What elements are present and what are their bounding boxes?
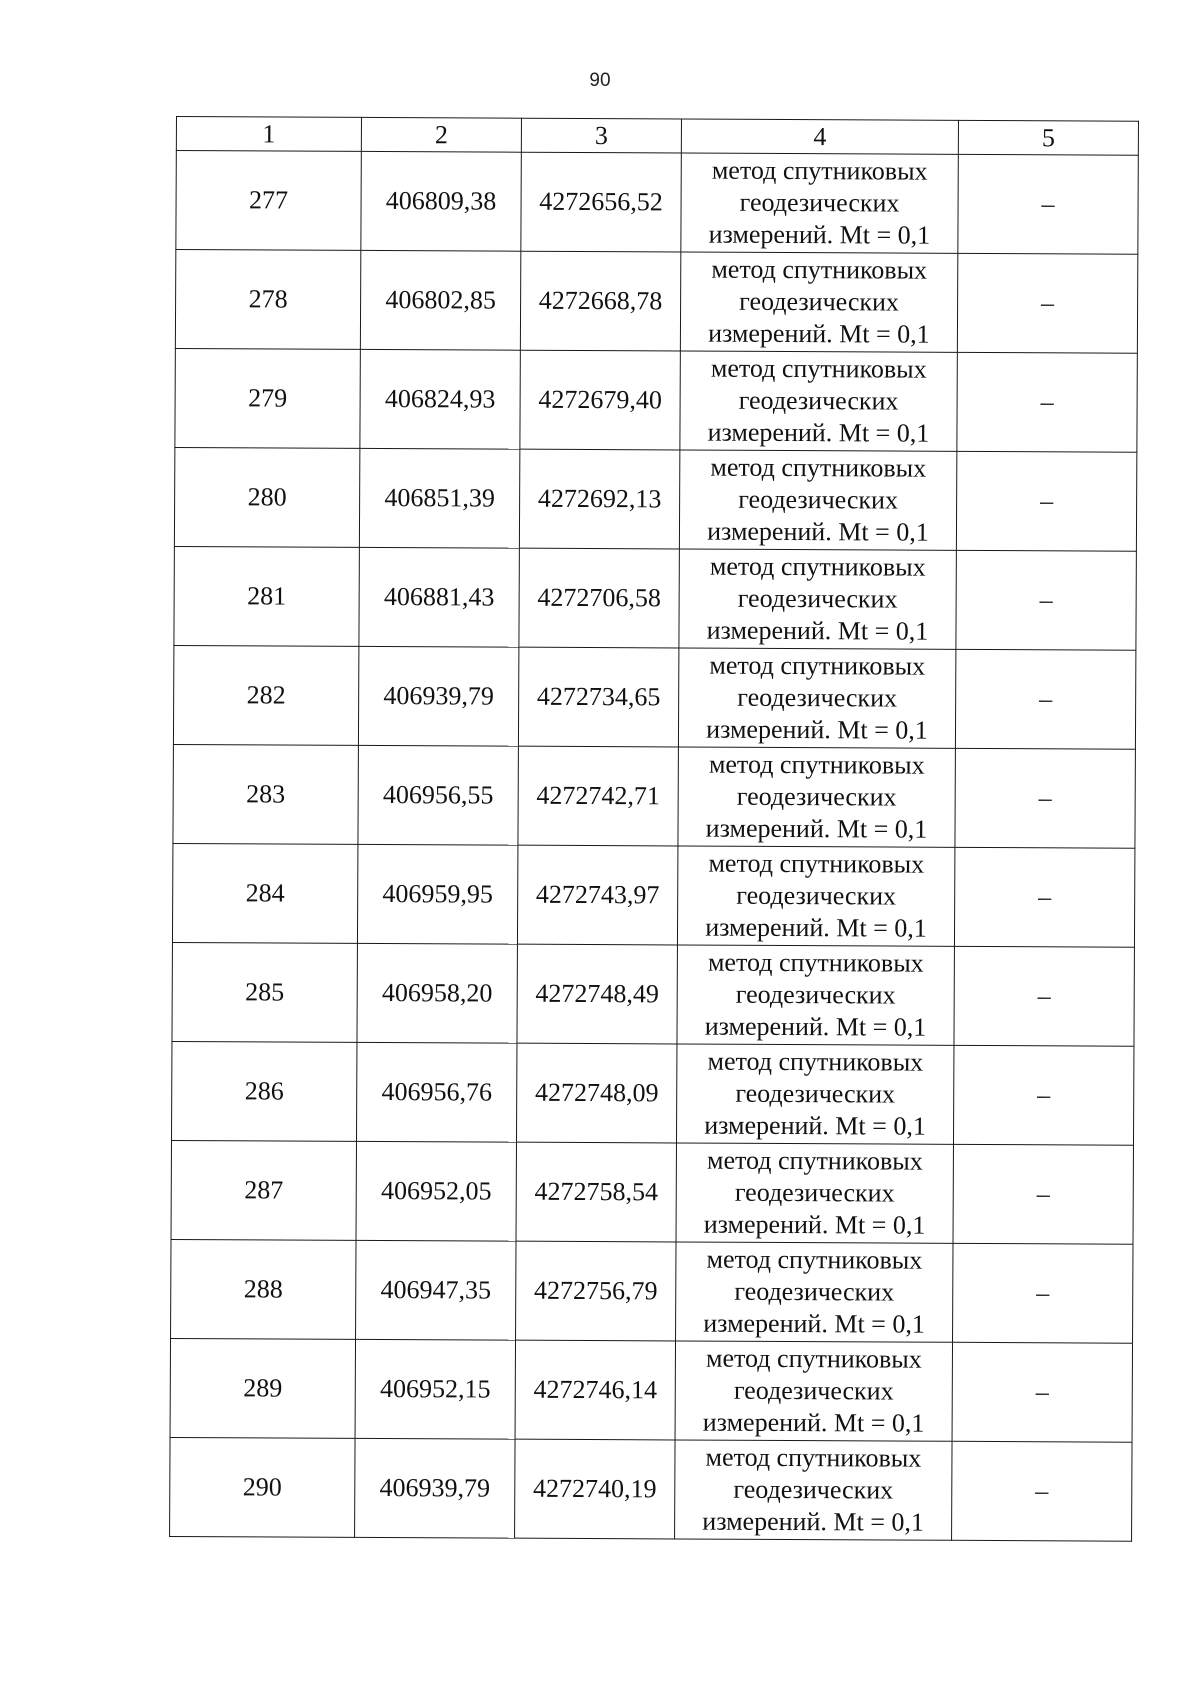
- table-row: [174, 546, 1136, 650]
- method-text-line: метод спутниковых: [709, 650, 926, 681]
- coordinate-x-cell: 406809,38: [361, 151, 521, 251]
- table-row: [171, 1041, 1133, 1145]
- method-text-line: измерений. Mt = 0,1: [703, 1209, 926, 1240]
- method-text-line: геодезических: [735, 1078, 896, 1109]
- method-cell: [681, 153, 958, 253]
- method-text-line: измерений. Mt = 0,1: [707, 516, 929, 547]
- table-body: [170, 151, 1139, 1542]
- coordinate-x-cell: 406956,55: [358, 745, 518, 845]
- method-text-line: метод спутниковых: [706, 1244, 923, 1275]
- method-text-line: геодезических: [736, 880, 897, 911]
- coordinate-x-cell: 406802,85: [360, 250, 520, 350]
- description-cell: –: [954, 847, 1134, 947]
- method-text-line: геодезических: [739, 187, 900, 218]
- method-text-line: метод спутниковых: [707, 947, 924, 978]
- method-cell: [675, 1341, 952, 1441]
- point-number-cell: 287: [171, 1140, 356, 1240]
- coordinate-y-cell: 4272748,09: [516, 1043, 676, 1143]
- method-text-line: геодезических: [738, 484, 899, 515]
- method-text-line: измерений. Mt = 0,1: [708, 219, 931, 250]
- method-text-line: метод спутниковых: [706, 1343, 922, 1374]
- method-text-line: метод спутниковых: [707, 1046, 924, 1077]
- method-text-line: метод спутниковых: [705, 1442, 922, 1473]
- page-number: 90: [589, 70, 611, 91]
- description-cell: –: [954, 946, 1134, 1046]
- coordinate-x-cell: 406956,76: [356, 1042, 516, 1142]
- point-number-cell: 281: [174, 546, 359, 646]
- point-number-cell: 282: [173, 645, 358, 745]
- method-text-line: метод спутниковых: [706, 1145, 923, 1176]
- coordinate-x-cell: 406851,39: [359, 448, 519, 548]
- method-text-line: измерений. Mt = 0,1: [702, 1506, 925, 1537]
- description-cell: –: [953, 1243, 1133, 1343]
- coordinate-y-cell: 4272679,40: [520, 350, 680, 450]
- coordinates-table: [169, 116, 1139, 1542]
- method-cell: [676, 1242, 953, 1342]
- table-row: [170, 1437, 1132, 1541]
- point-number-cell: 278: [175, 250, 360, 350]
- point-number-cell: 277: [176, 151, 361, 251]
- column-header-2: 2: [361, 117, 521, 152]
- coordinate-y-cell: 4272746,14: [515, 1340, 675, 1440]
- method-text-line: измерений. Mt = 0,1: [705, 813, 928, 844]
- table-row: [171, 1140, 1133, 1244]
- point-number-cell: 289: [170, 1338, 355, 1438]
- coordinate-x-cell: 406939,79: [358, 646, 518, 746]
- table-row: [171, 1239, 1133, 1343]
- method-cell: [679, 450, 956, 550]
- point-number-cell: 286: [171, 1041, 356, 1141]
- coordinate-y-cell: 4272692,13: [519, 449, 679, 549]
- method-text-line: метод спутниковых: [709, 551, 926, 582]
- description-cell: –: [953, 1045, 1133, 1145]
- method-text-line: измерений. Mt = 0,1: [706, 714, 928, 745]
- table-row: [175, 348, 1137, 452]
- coordinate-y-cell: 4272734,65: [518, 647, 678, 747]
- method-cell: [676, 1044, 953, 1144]
- column-header-3: 3: [521, 118, 681, 153]
- method-text-line: метод спутниковых: [711, 155, 928, 186]
- coordinate-y-cell: 4272706,58: [519, 548, 679, 648]
- coordinate-y-cell: 4272748,49: [517, 944, 677, 1044]
- method-text-line: измерений. Mt = 0,1: [704, 1110, 926, 1141]
- coordinate-y-cell: 4272740,19: [515, 1439, 675, 1539]
- description-cell: –: [958, 154, 1138, 254]
- point-number-cell: 288: [171, 1239, 356, 1339]
- method-text-line: измерений. Mt = 0,1: [705, 912, 927, 943]
- point-number-cell: 285: [172, 942, 357, 1042]
- coordinate-x-cell: 406952,15: [355, 1339, 515, 1439]
- coordinate-y-cell: 4272668,78: [520, 251, 680, 351]
- point-number-cell: 280: [174, 447, 359, 547]
- method-text-line: измерений. Mt = 0,1: [703, 1308, 925, 1339]
- coordinate-x-cell: 406952,05: [356, 1141, 516, 1241]
- column-header-5: 5: [958, 120, 1138, 155]
- point-number-cell: 290: [170, 1437, 355, 1537]
- table-header-row: [176, 117, 1138, 156]
- method-cell: [676, 1143, 953, 1243]
- method-cell: [678, 747, 955, 847]
- description-cell: –: [952, 1441, 1132, 1541]
- method-text-line: метод спутниковых: [711, 254, 928, 285]
- table-row: [176, 151, 1138, 255]
- method-text-line: метод спутниковых: [710, 353, 927, 384]
- table-row: [172, 843, 1134, 947]
- method-cell: [677, 945, 954, 1045]
- method-text-line: геодезических: [733, 1375, 894, 1406]
- column-header-1: 1: [176, 117, 361, 152]
- description-cell: –: [955, 748, 1135, 848]
- method-cell: [677, 846, 954, 946]
- description-cell: –: [956, 550, 1136, 650]
- table-row: [174, 447, 1136, 551]
- table-row: [173, 744, 1135, 848]
- coordinate-x-cell: 406881,43: [359, 547, 519, 647]
- method-cell: [680, 351, 957, 451]
- method-text-line: геодезических: [735, 979, 896, 1010]
- coordinate-x-cell: 406939,79: [355, 1438, 515, 1538]
- point-number-cell: 279: [175, 348, 360, 448]
- method-cell: [680, 252, 957, 352]
- method-cell: [678, 648, 955, 748]
- method-text-line: геодезических: [734, 1177, 895, 1208]
- method-text-line: геодезических: [739, 286, 900, 317]
- description-cell: –: [953, 1144, 1133, 1244]
- method-text-line: измерений. Mt = 0,1: [707, 417, 930, 448]
- method-text-line: измерений. Mt = 0,1: [708, 318, 930, 349]
- method-text-line: метод спутниковых: [708, 749, 925, 780]
- method-text-line: измерений. Mt = 0,1: [706, 615, 929, 646]
- description-cell: –: [955, 649, 1135, 749]
- coordinate-x-cell: 406947,35: [356, 1240, 516, 1340]
- point-number-cell: 283: [173, 744, 358, 844]
- coordinate-y-cell: 4272758,54: [516, 1142, 676, 1242]
- method-text-line: метод спутниковых: [708, 848, 925, 879]
- method-text-line: метод спутниковых: [710, 452, 927, 483]
- description-cell: –: [956, 451, 1136, 551]
- method-text-line: геодезических: [736, 781, 897, 812]
- description-cell: –: [957, 352, 1137, 452]
- table-row: [175, 250, 1137, 354]
- method-text-line: геодезических: [737, 682, 898, 713]
- method-text-line: измерений. Mt = 0,1: [704, 1011, 927, 1042]
- coordinate-y-cell: 4272756,79: [516, 1241, 676, 1341]
- method-cell: [679, 549, 956, 649]
- method-text-line: геодезических: [733, 1474, 894, 1505]
- table-row: [172, 942, 1134, 1046]
- point-number-cell: 284: [172, 843, 357, 943]
- description-cell: –: [952, 1342, 1132, 1442]
- coordinate-y-cell: 4272743,97: [517, 845, 677, 945]
- coordinate-x-cell: 406959,95: [357, 844, 517, 944]
- coordinate-x-cell: 406958,20: [357, 943, 517, 1043]
- method-text-line: геодезических: [737, 583, 898, 614]
- method-cell: [675, 1440, 952, 1540]
- method-text-line: геодезических: [734, 1276, 895, 1307]
- column-header-4: 4: [681, 119, 958, 154]
- coordinate-x-cell: 406824,93: [360, 349, 520, 449]
- method-text-line: измерений. Mt = 0,1: [702, 1407, 925, 1438]
- description-cell: –: [957, 253, 1137, 353]
- coordinate-y-cell: 4272742,71: [518, 746, 678, 846]
- method-text-line: геодезических: [738, 385, 899, 416]
- coordinate-y-cell: 4272656,52: [521, 152, 681, 252]
- table-row: [170, 1338, 1132, 1442]
- table-row: [173, 645, 1135, 749]
